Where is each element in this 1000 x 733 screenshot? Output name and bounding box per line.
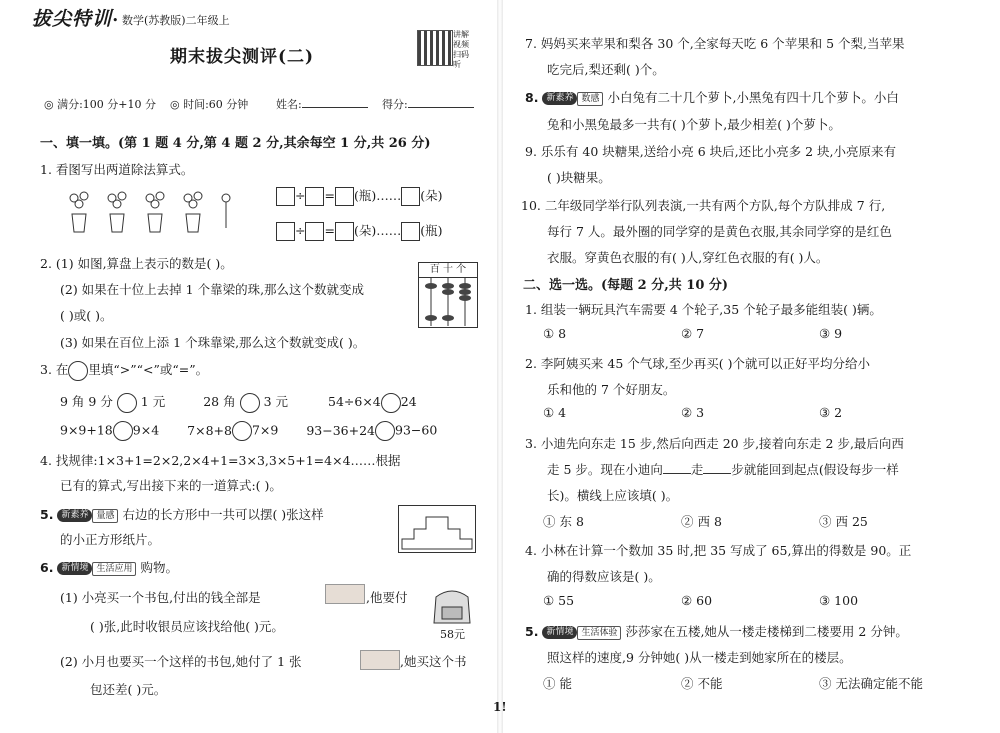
choice5-option-c[interactable]: ③ 无法确定能不能	[819, 676, 923, 691]
abacus-illustration: 百 十 个	[418, 262, 478, 328]
q3-row2: 9×9+18 9×4 7×8+8 7×9 93−36+24 93−60	[60, 421, 437, 441]
choice3-option-a[interactable]: ① 东 8	[543, 514, 584, 529]
q6-part2-line1: (2) 小月也要买一个这样的书包,她付了 1 张	[60, 654, 302, 669]
q4-line2: 已有的算式,写出接下来的一道算式:( )。	[60, 478, 282, 493]
choice5-line1: 5. 新情境 生活体验 莎莎家在五楼,她从一楼走楼梯到二楼要用 2 分钟。	[525, 624, 908, 639]
choice2-option-a[interactable]: ① 4	[543, 405, 567, 420]
q9-line1: 9. 乐乐有 40 块糖果,送给小亮 6 块后,还比小亮多 2 块,小亮原来有	[525, 144, 896, 159]
q1-equation-2: ÷ = (朵)…… (瓶)	[276, 221, 443, 241]
flower-vases-illustration	[60, 188, 240, 234]
q2-part2: (2) 如果在十位上去掉 1 个靠梁的珠,那么这个数就变成	[60, 282, 365, 297]
q10-line3: 衣服。穿黄色衣服的有( )人,穿红色衣服的有( )人。	[547, 250, 829, 265]
q2-part1: 2. (1) 如图,算盘上表示的数是( )。	[40, 256, 233, 271]
qr-code-icon	[417, 30, 453, 66]
choice5-option-b[interactable]: ② 不能	[681, 676, 723, 691]
banknote-100-image	[360, 650, 400, 670]
choice1-option-c[interactable]: ③ 9	[819, 326, 843, 341]
q8-line2: 兔和小黑兔最多一共有( )个萝卜,最少相差( )个萝卜。	[547, 117, 841, 132]
q2-part3: (3) 如果在百位上添 1 个珠靠梁,那么这个数就变成( )。	[60, 335, 366, 350]
choice5-line2: 照这样的速度,9 分钟她( )从一楼走到她家所在的楼层。	[547, 650, 852, 665]
left-page	[0, 0, 497, 733]
choice3-option-c[interactable]: ③ 西 25	[819, 514, 868, 529]
choice2-line1: 2. 李阿姨买来 45 个气球,至少再买( )个就可以正好平均分给小	[525, 356, 870, 371]
choice4-option-a[interactable]: ① 55	[543, 593, 575, 608]
section2-heading: 二、选一选。(每题 2 分,共 10 分)	[523, 278, 729, 293]
choice4-line2: 确的得数应该是( )。	[547, 569, 661, 584]
full-score: ◎ 满分:100 分+10 分	[44, 98, 157, 111]
q6-part1-line1b: ,他要付	[366, 590, 408, 605]
qr-caption: 讲解视频扫码听	[453, 30, 469, 69]
staircase-rectangle-figure	[398, 505, 476, 553]
choice3-line3: 长)。横线上应该填( )。	[547, 488, 679, 503]
choice2-option-c[interactable]: ③ 2	[819, 405, 843, 420]
choice2-line2: 乐和他的 7 个好朋友。	[547, 382, 676, 397]
choice3-option-b[interactable]: ② 西 8	[681, 514, 722, 529]
choice1-question: 1. 组装一辆玩具汽车需要 4 个轮子,35 个轮子最多能组装( )辆。	[525, 302, 882, 317]
backpack-icon	[428, 585, 476, 625]
choice3-line1: 3. 小迪先向东走 15 步,然后向西走 20 步,接着向东走 2 步,最后向西	[525, 436, 904, 451]
page-number: 1!	[493, 700, 507, 714]
brand-logo: 拔尖特训	[32, 8, 113, 30]
choice4-line1: 4. 小林在计算一个数加 35 时,把 35 写成了 65,算出的得数是 90。正	[525, 543, 912, 558]
q3-row1: 9 角 9 分 1 元 28 角 3 元 54÷6×4 24	[60, 392, 417, 413]
q7-line2: 吃完后,梨还剩( )个。	[547, 62, 665, 77]
q10-line2: 每行 7 人。最外圈的同学穿的是黄色衣服,其余同学穿的是红色	[547, 224, 892, 239]
backpack-price: 58元	[440, 628, 465, 641]
q6-part1-line2: ( )张,此时收银员应该找给他( )元。	[90, 619, 284, 634]
banknote-image	[325, 584, 365, 604]
page-title: 期末拔尖测评(二)	[170, 47, 315, 67]
q6-part2-line1b: ,她买这个书	[400, 654, 467, 669]
score-field[interactable]: 得分:	[382, 96, 474, 112]
choice4-option-c[interactable]: ③ 100	[819, 593, 859, 608]
name-field[interactable]: 姓名:	[276, 96, 368, 112]
q3-instruction: 3. 在 里填“>”“<”或“=”。	[40, 360, 208, 381]
q8-line1: 8. 新素养 数感 小白兔有二十几个萝卜,小黑兔有四十几个萝卜。小白	[525, 90, 899, 105]
q7-line1: 7. 妈妈买来苹果和梨各 30 个,全家每天吃 6 个苹果和 5 个梨,当苹果	[525, 36, 905, 51]
q9-line2: ( )块糖果。	[547, 170, 611, 185]
q1: 1. 看图写出两道除法算式。	[40, 162, 194, 177]
choice5-option-a[interactable]: ① 能	[543, 676, 572, 691]
time-limit: ◎ 时间:60 分钟	[170, 98, 249, 111]
choice3-line2: 走 5 步。现在小迪向 走 步就能回到起点(假设每步一样	[547, 462, 899, 477]
q6-part1-line1: (1) 小亮买一个书包,付出的钱全部是	[60, 590, 261, 605]
choice1-option-a[interactable]: ① 8	[543, 326, 567, 341]
q6-heading: 6. 新情境 生活应用 购物。	[40, 560, 178, 575]
q2-part2-answer: ( )或( )。	[60, 308, 113, 323]
q4-line1: 4. 找规律:1×3+1=2×2,2×4+1=3×3,3×5+1=4×4……根据	[40, 453, 401, 468]
q6-part2-line2: 包还差( )元。	[90, 682, 167, 697]
q5-line1: 5. 新素养 量感 右边的长方形中一共可以摆( )张这样	[40, 507, 324, 522]
right-page	[503, 0, 1000, 733]
choice2-option-b[interactable]: ② 3	[681, 405, 705, 420]
choice1-option-b[interactable]: ② 7	[681, 326, 705, 341]
q5-line2: 的小正方形纸片。	[60, 532, 161, 547]
choice4-option-b[interactable]: ② 60	[681, 593, 713, 608]
series-label: • 数学(苏教版)二年级上	[112, 14, 230, 27]
q1-equation-1: ÷ = (瓶)…… (朵)	[276, 186, 443, 206]
section1-heading: 一、填一填。(第 1 题 4 分,第 4 题 2 分,其余每空 1 分,共 26 分)	[40, 136, 431, 151]
q10-line1: 10. 二年级同学举行队列表演,一共有两个方队,每个方队排成 7 行,	[521, 198, 886, 213]
